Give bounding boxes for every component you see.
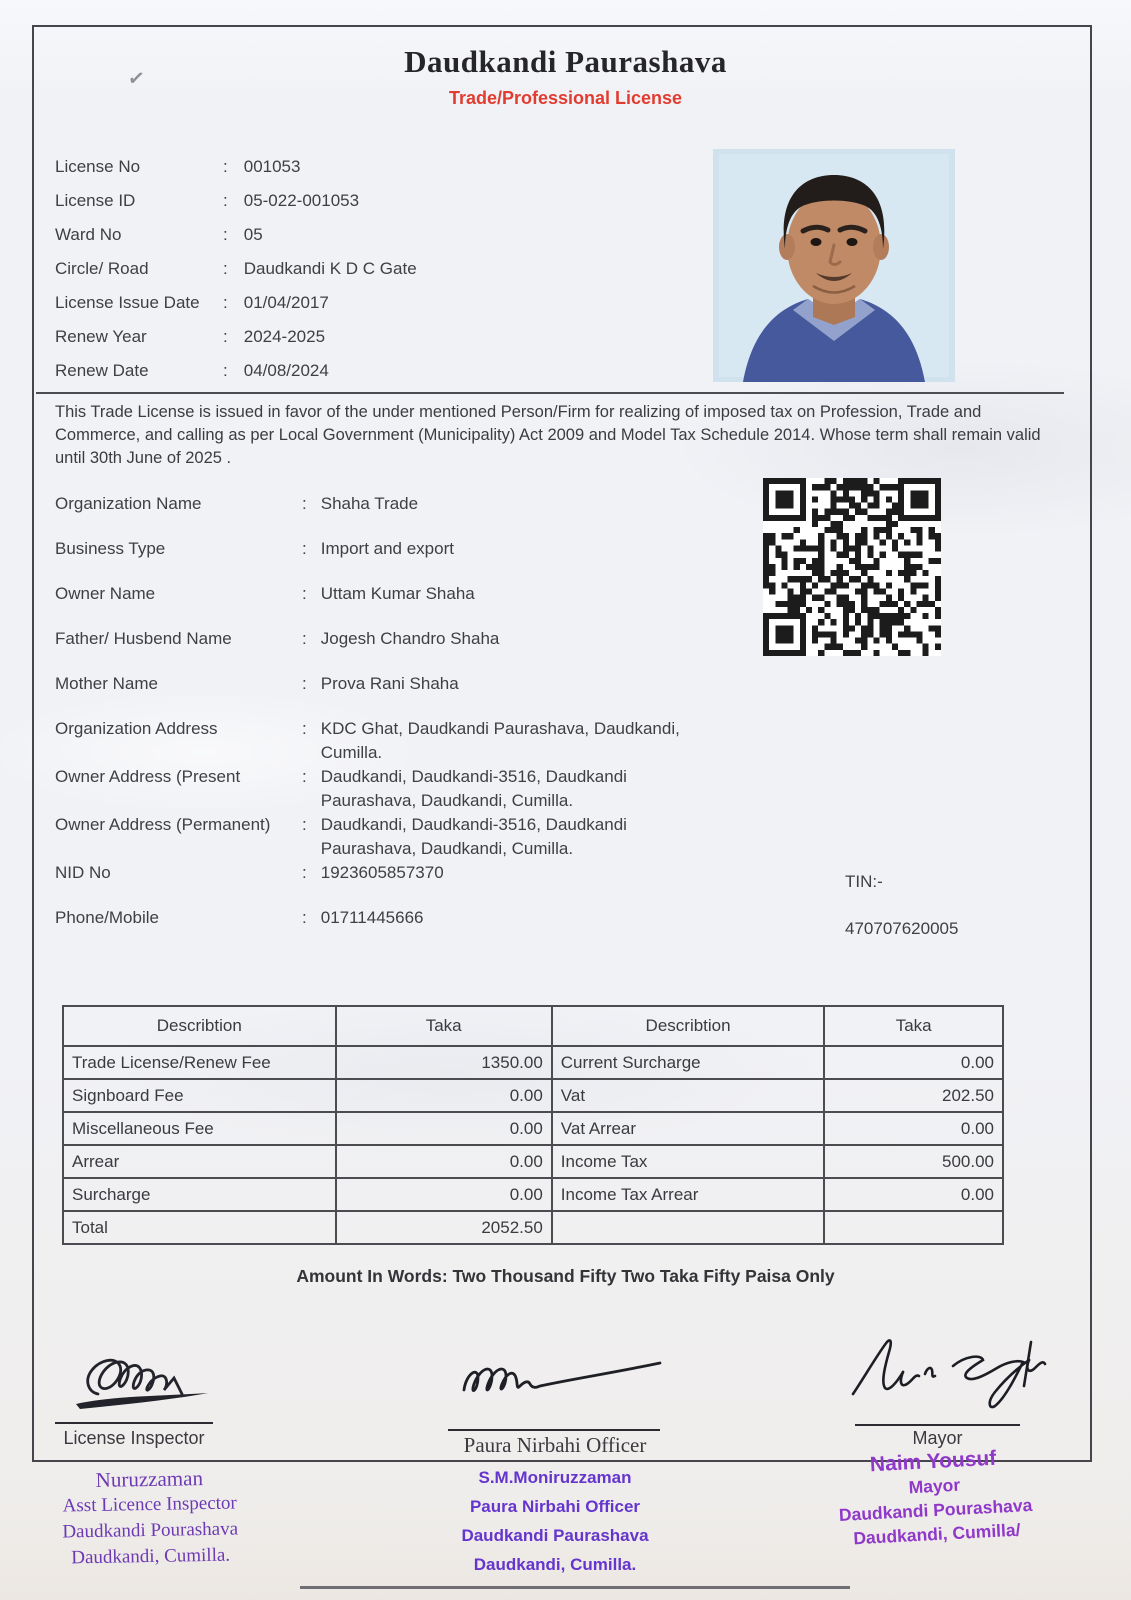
field-value: 001053 — [243, 157, 301, 176]
signatory-title: Mayor — [912, 1428, 963, 1448]
stamp-line: Daudkandi, Cumilla. — [71, 1544, 231, 1569]
stamp-line: Nuruzzaman — [95, 1466, 204, 1492]
field-value: Shaha Trade — [320, 494, 419, 513]
license-row — [55, 150, 675, 184]
stamp-line: Daudkandi, Cumilla. — [473, 1555, 637, 1574]
field-value: 04/08/2024 — [243, 361, 329, 380]
field-label: Ward No — [55, 225, 122, 244]
signature-line — [855, 1424, 1020, 1426]
fee-table-header-row — [63, 1006, 1003, 1046]
field-value: Uttam Kumar Shaha — [320, 584, 475, 603]
amount-in-words: Amount In Words: Two Thousand Fifty Two Taka Fifty Paisa Only — [296, 1266, 835, 1286]
fee-amount: 0.00 — [336, 1112, 552, 1145]
field-value: Daudkandi K D C Gate — [243, 259, 417, 278]
signature-line — [55, 1422, 213, 1424]
page-title: Daudkandi Paurashava — [404, 44, 727, 79]
fee-amount: 0.00 — [336, 1145, 552, 1178]
license-details — [55, 150, 675, 388]
signatory-title: License Inspector — [63, 1428, 205, 1448]
intro-paragraph: This Trade License is issued in favor of the under mentioned Person/Firm for realizing of imposed tax on Profession, Trade and Commerce, and calling as per Local Government (Municipality) Act 2009 and Model Tax Schedule 2014. Whose term shall remain valid until 30th June of 2025 . — [55, 403, 1041, 467]
fee-description: Current Surcharge — [552, 1046, 825, 1079]
table-row — [63, 1079, 1003, 1112]
stamp-line: Daudkandi, Cumilla/ — [852, 1519, 1021, 1549]
colon — [302, 672, 307, 696]
column-header: Describtion — [552, 1006, 825, 1046]
total-amount: 2052.50 — [336, 1211, 552, 1244]
org-row — [55, 765, 735, 813]
field-label: License Issue Date — [55, 293, 200, 312]
colon — [302, 906, 307, 930]
org-row — [55, 861, 735, 885]
tin-label: TIN:- — [845, 872, 883, 891]
field-label: Renew Date — [55, 361, 149, 380]
fee-amount: 0.00 — [824, 1046, 1003, 1079]
fee-amount: 1350.00 — [336, 1046, 552, 1079]
field-value: Jogesh Chandro Shaha — [320, 629, 500, 648]
field-value: Import and export — [320, 539, 454, 558]
field-value: 05-022-001053 — [243, 191, 360, 210]
paura-nirbahi-officer-stamp — [430, 1463, 680, 1579]
mayor-stamp — [788, 1442, 1083, 1553]
column-header: Taka — [824, 1006, 1003, 1046]
empty-cell — [824, 1211, 1003, 1244]
field-label: License ID — [55, 191, 136, 210]
colon — [223, 184, 228, 218]
fee-description: Signboard Fee — [63, 1079, 336, 1112]
fee-description: Vat — [552, 1079, 825, 1112]
license-inspector-stamp — [19, 1464, 281, 1573]
scan-edge-artifact — [300, 1586, 850, 1589]
license-row — [55, 354, 675, 388]
field-value: 1923605857370 — [320, 863, 444, 882]
portrait-illustration — [713, 149, 955, 382]
colon — [223, 150, 228, 184]
org-row — [55, 672, 735, 696]
fee-description: Arrear — [63, 1145, 336, 1178]
signatory-title: Paura Nirbahi Officer — [463, 1433, 647, 1457]
fee-description: Income Tax — [552, 1145, 825, 1178]
fee-description: Income Tax Arrear — [552, 1178, 825, 1211]
stamp-line: Daudkandi Pourashava — [62, 1518, 239, 1543]
license-type-heading: Trade/Professional License — [448, 88, 683, 108]
colon — [223, 218, 228, 252]
field-value: KDC Ghat, Daudkandi Paurashava, Daudkandi, Cumilla. — [320, 719, 680, 762]
stamp-line: Asst Licence Inspector — [62, 1492, 237, 1517]
paura-nirbahi-officer-signature — [450, 1348, 670, 1408]
field-value: Prova Rani Shaha — [320, 674, 459, 693]
fee-description: Miscellaneous Fee — [63, 1112, 336, 1145]
colon — [302, 492, 307, 516]
colon — [302, 627, 307, 651]
fee-description: Surcharge — [63, 1178, 336, 1211]
total-row — [63, 1211, 1003, 1244]
field-label: Organization Address — [55, 719, 218, 738]
stamp-line: Daudkandi Paurashava — [461, 1526, 649, 1545]
field-value: 01711445666 — [320, 908, 424, 927]
colon — [302, 537, 307, 561]
field-value: 2024-2025 — [243, 327, 326, 346]
stamp-line: Paura Nirbahi Officer — [469, 1497, 641, 1516]
org-row — [55, 906, 735, 930]
colon — [223, 252, 228, 286]
field-value: Daudkandi, Daudkandi-3516, Daudkandi Paurashava, Daudkandi, Cumilla. — [320, 815, 627, 858]
colon — [302, 813, 307, 861]
colon — [302, 717, 307, 765]
org-row — [55, 717, 735, 765]
empty-cell — [552, 1211, 825, 1244]
stamp-line: Mayor — [908, 1474, 961, 1498]
mayor-signature — [845, 1328, 1055, 1420]
field-label: Owner Address (Present — [55, 767, 241, 786]
field-label: Owner Name — [55, 584, 156, 603]
field-value: 01/04/2017 — [243, 293, 329, 312]
fee-amount: 0.00 — [824, 1178, 1003, 1211]
table-row — [63, 1178, 1003, 1211]
org-row — [55, 492, 735, 516]
license-inspector-signature — [70, 1342, 230, 1422]
license-row — [55, 252, 675, 286]
fee-amount: 202.50 — [824, 1079, 1003, 1112]
license-row — [55, 184, 675, 218]
colon — [302, 861, 307, 885]
field-label: License No — [55, 157, 141, 176]
field-value: Daudkandi, Daudkandi-3516, Daudkandi Paurashava, Daudkandi, Cumilla. — [320, 767, 627, 810]
field-label: Mother Name — [55, 674, 158, 693]
field-label: Business Type — [55, 539, 166, 558]
section-divider — [36, 392, 1064, 394]
org-row — [55, 537, 735, 561]
org-row — [55, 627, 735, 651]
fee-amount: 0.00 — [336, 1079, 552, 1112]
tin-number: 470707620005 — [845, 919, 959, 938]
signature-line — [448, 1429, 660, 1431]
fee-amount: 500.00 — [824, 1145, 1003, 1178]
stamp-line: Naim Yousuf — [869, 1446, 997, 1477]
colon — [223, 286, 228, 320]
field-label: Phone/Mobile — [55, 908, 159, 927]
pen-checkmark-icon: ✓ — [126, 66, 147, 92]
colon — [302, 582, 307, 606]
fee-table — [62, 1005, 1004, 1245]
field-label: Father/ Husbend Name — [55, 629, 232, 648]
qr-code — [763, 478, 941, 656]
stamp-line: S.M.Moniruzzaman — [478, 1468, 632, 1487]
owner-photo — [713, 149, 955, 382]
fee-description: Trade License/Renew Fee — [63, 1046, 336, 1079]
column-header: Taka — [336, 1006, 552, 1046]
colon — [223, 320, 228, 354]
fee-description: Vat Arrear — [552, 1112, 825, 1145]
field-label: Renew Year — [55, 327, 147, 346]
license-row — [55, 286, 675, 320]
fee-amount: 0.00 — [824, 1112, 1003, 1145]
table-row — [63, 1046, 1003, 1079]
organization-details — [55, 492, 735, 951]
stamp-line: Daudkandi Pourashava — [838, 1494, 1033, 1526]
field-label: Circle/ Road — [55, 259, 149, 278]
table-row — [63, 1145, 1003, 1178]
table-row — [63, 1112, 1003, 1145]
field-label: NID No — [55, 863, 111, 882]
field-label: Organization Name — [55, 494, 202, 513]
colon — [302, 765, 307, 813]
org-row — [55, 582, 735, 606]
field-label: Owner Address (Permanent) — [55, 815, 271, 834]
org-row — [55, 813, 735, 861]
field-value: 05 — [243, 225, 263, 244]
license-row — [55, 218, 675, 252]
colon — [223, 354, 228, 388]
fee-amount: 0.00 — [336, 1178, 552, 1211]
total-label: Total — [63, 1211, 336, 1244]
license-row — [55, 320, 675, 354]
column-header: Describtion — [63, 1006, 336, 1046]
